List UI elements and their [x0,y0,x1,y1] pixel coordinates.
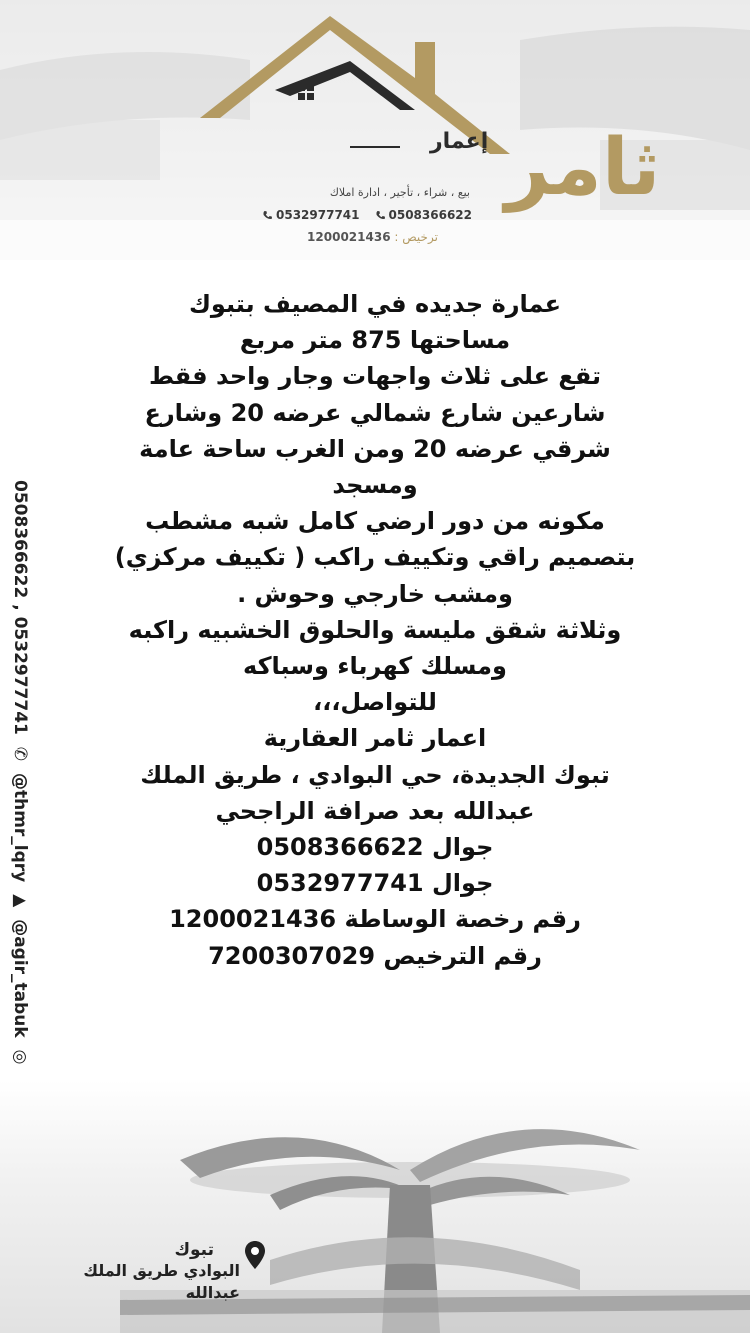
logo-tagline: بيع ، شراء ، تأجير ، ادارة املاك [329,186,470,199]
listing-line: جوال 0532977741 [256,869,494,898]
logo-phone-2 [262,208,360,222]
listing-line: رقم رخصة الوساطة 1200021436 [169,905,581,934]
side-snapchat: @thmr_lqry [10,772,30,883]
phone-icon [262,210,273,221]
listing-line: تقع على ثلاث واجهات وجار واحد فقط [148,362,602,391]
location-block [30,1240,240,1304]
listing-line: مكونه من دور ارضي كامل شبه مشطب [145,507,605,536]
phone-icon [375,210,386,221]
listing-line: بتصميم راقي وتكييف راكب ( تكييف مركزي) [114,543,636,572]
listing-line: للتواصل،،، [313,688,437,717]
listing-line: وثلاثة شقق مليسة والحلوق الخشبيه راكبه [128,615,622,644]
listing-line: ومشب خارجي وحوش . [237,579,513,608]
listing-line: جوال 0508366622 [256,833,494,862]
listing-line: عمارة جديده في المصيف بتبوك [188,290,562,318]
listing-line: اعمار ثامر العقارية [263,724,487,753]
logo-phones [262,208,472,222]
location-pin-icon [244,1240,266,1270]
logo-brand-name: ثامر [505,123,661,213]
phone-icon: ✆ [10,746,30,762]
side-phones: 0508366622 , 0532977741 [10,480,30,735]
listing-line: رقم الترخيص 7200307029 [208,941,542,970]
location-street: البوادي طريق الملك عبدالله [83,1261,240,1302]
logo-phone-2-text: 0532977741 [276,208,360,222]
listing-line: تبوك الجديدة، حي البوادي ، طريق الملك [140,760,610,789]
logo-license [270,230,475,244]
logo-license-label: ترخيص : [394,230,438,244]
listing-line: ومسلك كهرباء وسباكه [243,652,507,681]
listing-line: ومسجد [332,471,418,500]
logo-brand-sub: إعمار [430,129,489,154]
side-contact-text [10,480,30,1070]
side-instagram: @agir_tabuk [10,919,30,1038]
listing-text [60,286,690,974]
listing-line: شرقي عرضه 20 ومن الغرب ساحة عامة [139,434,611,463]
snapchat-icon: ▲ [10,894,30,908]
listing-line: مساحتها 875 متر مربع [239,326,511,355]
logo-license-number: 1200021436 [307,230,391,244]
location-city: تبوك [174,1240,214,1260]
listing-line: شارعين شارع شمالي عرضه 20 وشارع [144,398,606,427]
logo-phone-1 [375,208,473,222]
instagram-icon: ◎ [10,1049,30,1065]
listing-line: عبدالله بعد صرافة الراجحي [215,796,535,825]
logo-phone-1-text: 0508366622 [388,208,472,222]
